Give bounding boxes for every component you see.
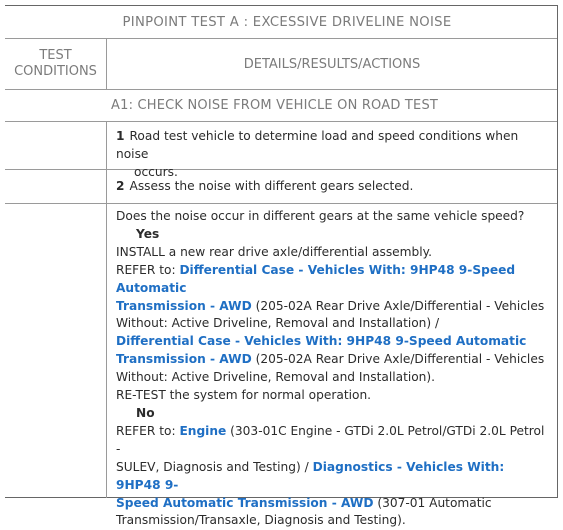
answer-no-label: No [136, 405, 155, 420]
details-cell [107, 122, 557, 179]
differential-case-link-2-cont[interactable]: Transmission - AWD [116, 352, 252, 367]
table-row [5, 170, 557, 204]
step-number: 2 [116, 179, 125, 193]
question-text: Does the noise occur in different gears at the same vehicle speed? [116, 209, 525, 223]
header-test-conditions [5, 39, 107, 89]
step-text-continued: occurs. [134, 165, 178, 179]
header-test-conditions-line2: CONDITIONS [14, 64, 97, 79]
reference-text: Without: Active Driveline, Removal and Installation). [116, 370, 436, 385]
header-test-conditions-line1: TEST [39, 48, 72, 63]
refer-to-label: REFER to: [116, 262, 180, 277]
step-title [5, 90, 557, 122]
diagnostics-link[interactable]: Diagnostics - Vehicles With: 9HP48 9- [116, 459, 505, 492]
table-row [5, 122, 557, 179]
step-text: Road test vehicle to determine load and speed conditions when noise [116, 129, 519, 161]
header-details [107, 39, 557, 89]
reference-text: Without: Active Driveline, Removal and Installation) / [116, 316, 440, 331]
pinpoint-test-table [5, 5, 558, 528]
conditions-cell [5, 204, 107, 498]
conditions-cell [5, 170, 107, 203]
table-row [5, 204, 557, 528]
refer-to-label: REFER to: [116, 423, 180, 438]
details-cell [107, 204, 557, 528]
reference-text: SULEV, Diagnosis and Testing) / [116, 459, 313, 474]
yes-action-text: INSTALL a new rear drive axle/differential assembly. [116, 244, 433, 259]
differential-case-link-2[interactable]: Differential Case - Vehicles With: 9HP48 9-Speed Automatic [116, 334, 527, 349]
reference-text: (307-01 Automatic [373, 495, 492, 510]
step-number: 1 [116, 129, 125, 143]
details-cell [107, 170, 557, 203]
step-title-text: A1: CHECK NOISE FROM VEHICLE ON ROAD TEST [111, 98, 439, 113]
differential-case-link-1[interactable]: Differential Case - Vehicles With: 9HP48 9-Speed Automatic [116, 262, 516, 295]
differential-case-link-1-cont[interactable]: Transmission - AWD [116, 298, 252, 313]
diagnostics-link-cont[interactable]: Speed Automatic Transmission - AWD [116, 495, 374, 510]
reference-text: Transmission/Transaxle, Diagnosis and Testing). [116, 513, 406, 528]
answer-yes-label: Yes [136, 226, 160, 241]
step-text: Assess the noise with different gears selected. [129, 179, 414, 193]
conditions-cell [5, 122, 107, 169]
reference-text: (205-02A Rear Drive Axle/Differential - Vehicles [251, 298, 545, 313]
engine-link[interactable]: Engine [179, 423, 227, 438]
table-header [5, 39, 557, 90]
retest-text: RE-TEST the system for normal operation. [116, 388, 372, 403]
reference-text: (205-02A Rear Drive Axle/Differential - Vehicles [251, 352, 545, 367]
header-details-text: DETAILS/RESULTS/ACTIONS [243, 56, 421, 72]
table-title-text: PINPOINT TEST A : EXCESSIVE DRIVELINE NOISE [122, 14, 452, 30]
table-title [5, 6, 557, 39]
reference-text: (303-01C Engine - GTDi 2.0L Petrol/GTDi 2.0L Petrol - [116, 423, 545, 456]
